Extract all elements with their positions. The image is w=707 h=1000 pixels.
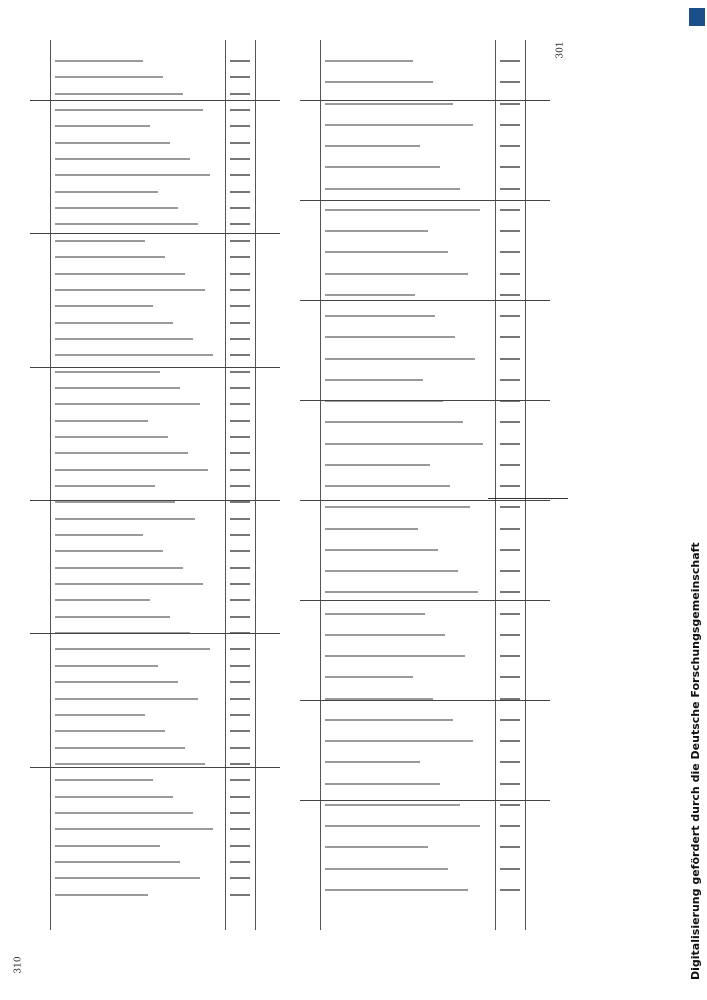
ledger-entry-text — [325, 655, 465, 657]
ledger-amount — [230, 158, 250, 160]
ledger-amount — [230, 501, 250, 503]
page-number-left: 310 — [13, 956, 24, 974]
ledger-entry-text — [55, 387, 180, 389]
column-rule — [255, 40, 256, 930]
section-rule — [300, 300, 550, 301]
column-rule — [50, 40, 51, 930]
column-rule — [495, 40, 496, 930]
ledger-entry-text — [325, 761, 420, 763]
ledger-entry-text — [325, 485, 450, 487]
ledger-entry-text — [55, 338, 193, 340]
ledger-entry-text — [55, 93, 183, 95]
column-rule — [525, 40, 526, 930]
section-rule — [300, 800, 550, 801]
ledger-amount — [230, 142, 250, 144]
ledger-entry-text — [55, 371, 160, 373]
ledger-amount — [230, 93, 250, 95]
ledger-amount — [500, 358, 520, 360]
section-rule — [300, 100, 550, 101]
ledger-entry-text — [325, 825, 480, 827]
ledger-amount — [230, 828, 250, 830]
ledger-entry-text — [55, 240, 145, 242]
ledger-entry-text — [325, 804, 460, 806]
ledger-amount — [230, 698, 250, 700]
ledger-entry-text — [325, 783, 440, 785]
ledger-amount — [500, 336, 520, 338]
ledger-amount — [230, 322, 250, 324]
section-rule — [300, 600, 550, 601]
ledger-amount — [230, 207, 250, 209]
ledger-amount — [230, 371, 250, 373]
ledger-amount — [500, 209, 520, 211]
ledger-entry-text — [325, 379, 423, 381]
ledger-entry-text — [55, 354, 213, 356]
ledger-entry-text — [325, 506, 470, 508]
ledger-entry-text — [325, 358, 475, 360]
ledger-entry-text — [55, 877, 200, 879]
ledger-entry-text — [55, 60, 143, 62]
ledger-entry-text — [55, 665, 158, 667]
ledger-amount — [500, 103, 520, 105]
funding-credit: Digitalisierung gefördert durch die Deutsche Forschungsgemeinschaft — [689, 542, 702, 980]
ledger-entry-text — [325, 676, 413, 678]
ledger-entry-text — [325, 60, 413, 62]
ledger-entry-text — [55, 828, 213, 830]
ledger-amount — [500, 783, 520, 785]
ledger-amount — [230, 534, 250, 536]
ledger-amount — [500, 889, 520, 891]
ledger-column-left — [30, 40, 280, 930]
ledger-entry-text — [325, 209, 480, 211]
ledger-entry-text — [55, 305, 153, 307]
ledger-amount — [230, 256, 250, 258]
section-rule — [300, 400, 550, 401]
ledger-entry-text — [325, 889, 468, 891]
ledger-amount — [230, 665, 250, 667]
ledger-amount — [230, 240, 250, 242]
ledger-entry-text — [55, 469, 208, 471]
ledger-amount — [230, 518, 250, 520]
ledger-entry-text — [325, 570, 458, 572]
ledger-amount — [500, 379, 520, 381]
ledger-entry-text — [325, 315, 435, 317]
ledger-entry-text — [55, 403, 200, 405]
ledger-amount — [500, 81, 520, 83]
ledger-entry-text — [325, 294, 415, 296]
ledger-amount — [230, 747, 250, 749]
ledger-amount — [500, 570, 520, 572]
ledger-amount — [230, 305, 250, 307]
ledger-amount — [500, 251, 520, 253]
ledger-amount — [500, 506, 520, 508]
ledger-amount — [230, 109, 250, 111]
ledger-amount — [500, 761, 520, 763]
ledger-amount — [230, 60, 250, 62]
ledger-amount — [230, 76, 250, 78]
page-number-right: 301 — [555, 41, 566, 59]
ledger-entry-text — [325, 336, 455, 338]
section-rule — [300, 500, 550, 501]
ledger-entry-text — [55, 812, 193, 814]
ledger-amount — [230, 567, 250, 569]
ledger-entry-text — [55, 322, 173, 324]
ledger-entry-text — [55, 452, 188, 454]
ledger-amount — [230, 730, 250, 732]
ledger-amount — [500, 676, 520, 678]
section-divider — [488, 498, 568, 499]
ledger-column-right — [300, 40, 550, 930]
ledger-entry-text — [325, 421, 463, 423]
ledger-amount — [500, 315, 520, 317]
ledger-entry-text — [325, 464, 430, 466]
ledger-amount — [230, 877, 250, 879]
ledger-entry-text — [55, 485, 155, 487]
ledger-amount — [500, 719, 520, 721]
ledger-amount — [230, 191, 250, 193]
ledger-amount — [230, 289, 250, 291]
ledger-amount — [500, 230, 520, 232]
ledger-amount — [230, 338, 250, 340]
ledger-amount — [230, 354, 250, 356]
ledger-entry-text — [325, 188, 460, 190]
ledger-entry-text — [55, 747, 185, 749]
ledger-entry-text — [55, 273, 185, 275]
ledger-amount — [500, 846, 520, 848]
ledger-amount — [230, 174, 250, 176]
ledger-entry-text — [55, 583, 203, 585]
ledger-entry-text — [325, 103, 453, 105]
ledger-entry-text — [325, 124, 473, 126]
ledger-amount — [500, 825, 520, 827]
ledger-entry-text — [55, 109, 203, 111]
ledger-amount — [230, 714, 250, 716]
ledger-entry-text — [55, 436, 168, 438]
ledger-amount — [500, 60, 520, 62]
ledger-entry-text — [55, 845, 160, 847]
ledger-entry-text — [325, 528, 418, 530]
ledger-entry-text — [55, 534, 143, 536]
column-rule — [225, 40, 226, 930]
ledger-entry-text — [55, 763, 205, 765]
column-rule — [320, 40, 321, 930]
ledger-amount — [230, 420, 250, 422]
ledger-entry-text — [55, 861, 180, 863]
ledger-amount — [230, 223, 250, 225]
ledger-entry-text — [55, 698, 198, 700]
ledger-entry-text — [325, 591, 478, 593]
ledger-amount — [230, 812, 250, 814]
ledger-amount — [500, 634, 520, 636]
ledger-entry-text — [325, 81, 433, 83]
ledger-amount — [230, 894, 250, 896]
ledger-amount — [230, 779, 250, 781]
ledger-entry-text — [55, 567, 183, 569]
ledger-amount — [230, 616, 250, 618]
ledger-amount — [230, 845, 250, 847]
ledger-amount — [230, 861, 250, 863]
section-rule — [300, 700, 550, 701]
section-rule — [30, 100, 280, 101]
ledger-amount — [500, 740, 520, 742]
ledger-entry-text — [55, 501, 175, 503]
ledger-entry-text — [325, 145, 420, 147]
ledger-entry-text — [325, 613, 425, 615]
ledger-amount — [500, 613, 520, 615]
ledger-amount — [230, 125, 250, 127]
ledger-amount — [500, 145, 520, 147]
ledger-amount — [230, 436, 250, 438]
ledger-entry-text — [325, 273, 468, 275]
ledger-entry-text — [325, 166, 440, 168]
ledger-entry-text — [325, 719, 453, 721]
ledger-entry-text — [55, 714, 145, 716]
ledger-entry-text — [55, 730, 165, 732]
section-rule — [30, 633, 280, 634]
ledger-entry-text — [55, 599, 150, 601]
ledger-amount — [230, 583, 250, 585]
ledger-amount — [500, 485, 520, 487]
ledger-entry-text — [55, 207, 178, 209]
ledger-amount — [500, 273, 520, 275]
section-rule — [30, 367, 280, 368]
ledger-amount — [230, 485, 250, 487]
ledger-amount — [230, 469, 250, 471]
ledger-amount — [230, 403, 250, 405]
ledger-entry-text — [55, 518, 195, 520]
ledger-amount — [500, 528, 520, 530]
ledger-entry-text — [55, 681, 178, 683]
ledger-amount — [500, 464, 520, 466]
ledger-entry-text — [325, 740, 473, 742]
ledger-entry-text — [325, 868, 448, 870]
ledger-amount — [500, 294, 520, 296]
ledger-amount — [230, 273, 250, 275]
ledger-entry-text — [55, 158, 190, 160]
ledger-entry-text — [55, 76, 163, 78]
ledger-entry-text — [55, 289, 205, 291]
ledger-entry-text — [55, 550, 163, 552]
ledger-amount — [500, 591, 520, 593]
section-rule — [30, 500, 280, 501]
ledger-entry-text — [55, 796, 173, 798]
ledger-amount — [500, 655, 520, 657]
ledger-entry-text — [325, 443, 483, 445]
ledger-amount — [500, 804, 520, 806]
ledger-amount — [500, 443, 520, 445]
section-rule — [30, 767, 280, 768]
ledger-amount — [500, 124, 520, 126]
section-rule — [300, 200, 550, 201]
ledger-amount — [230, 599, 250, 601]
ledger-amount — [230, 648, 250, 650]
ledger-amount — [500, 188, 520, 190]
ledger-entry-text — [325, 549, 438, 551]
ledger-entry-text — [55, 894, 148, 896]
ledger-amount — [500, 549, 520, 551]
ledger-entry-text — [55, 779, 153, 781]
ledger-amount — [230, 550, 250, 552]
ledger-entry-text — [55, 223, 198, 225]
ledger-amount — [500, 421, 520, 423]
ledger-amount — [500, 868, 520, 870]
ledger-entry-text — [325, 846, 428, 848]
ledger-amount — [230, 763, 250, 765]
ledger-entry-text — [55, 616, 170, 618]
ledger-amount — [230, 452, 250, 454]
ledger-entry-text — [325, 634, 445, 636]
ledger-entry-text — [55, 256, 165, 258]
ledger-entry-text — [55, 125, 150, 127]
ledger-entry-text — [55, 648, 210, 650]
ledger-amount — [230, 796, 250, 798]
ledger-amount — [230, 681, 250, 683]
ledger-entry-text — [325, 251, 448, 253]
ledger-entry-text — [55, 420, 148, 422]
ledger-amount — [500, 166, 520, 168]
ledger-entry-text — [55, 174, 210, 176]
ledger-entry-text — [325, 230, 428, 232]
section-rule — [30, 233, 280, 234]
ledger-amount — [230, 387, 250, 389]
ledger-entry-text — [55, 191, 158, 193]
ledger-entry-text — [55, 142, 170, 144]
